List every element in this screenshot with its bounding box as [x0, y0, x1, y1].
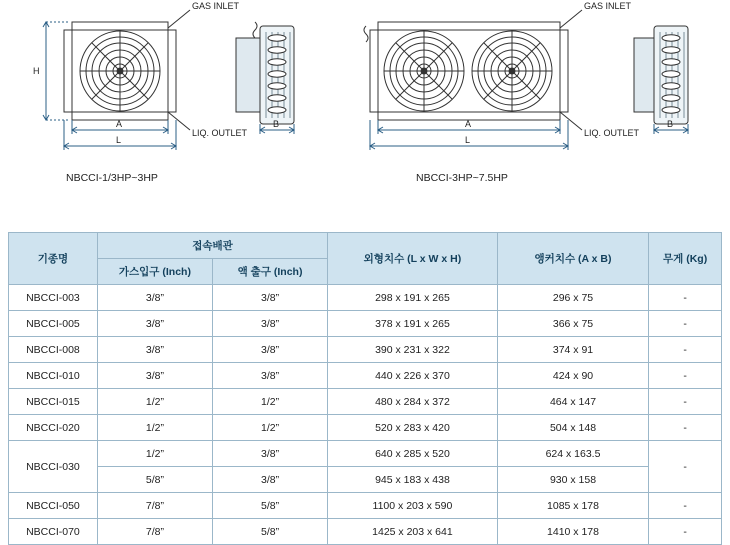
- label-l-right: L: [465, 135, 471, 145]
- table-row: [9, 363, 722, 389]
- cell-weight: -: [649, 493, 722, 519]
- cell-dim: 390 x 231 x 322: [328, 337, 498, 363]
- cell-anchor: 424 x 90: [497, 363, 648, 389]
- cell-gas: 5/8”: [97, 467, 212, 493]
- cell-model: NBCCI-050: [9, 493, 98, 519]
- label-gas-inlet-right: GAS INLET: [584, 1, 632, 11]
- label-l-left: L: [116, 135, 122, 145]
- cell-dim: 480 x 284 x 372: [328, 389, 498, 415]
- specification-table: [8, 232, 722, 545]
- label-b-left: B: [273, 119, 280, 129]
- cell-gas: 3/8”: [97, 285, 212, 311]
- cell-dim: 298 x 191 x 265: [328, 285, 498, 311]
- table-row: [9, 337, 722, 363]
- label-liq-outlet-right: LIQ. OUTLET: [584, 128, 640, 138]
- cell-liq: 1/2”: [212, 389, 327, 415]
- cell-liq: 3/8”: [212, 363, 327, 389]
- table-row: [9, 441, 722, 467]
- label-liq-outlet-left: LIQ. OUTLET: [192, 128, 248, 138]
- cell-dim: 378 x 191 x 265: [328, 311, 498, 337]
- cell-dim: 520 x 283 x 420: [328, 415, 498, 441]
- cell-gas: 1/2”: [97, 415, 212, 441]
- label-b-right: B: [667, 119, 674, 129]
- header-connection: 접속배관: [97, 233, 327, 259]
- cell-dim: 1425 x 203 x 641: [328, 519, 498, 545]
- header-row-1: [9, 233, 722, 259]
- cell-liq: 3/8”: [212, 467, 327, 493]
- cell-model: NBCCI-015: [9, 389, 98, 415]
- caption-right-unit: NBCCI-3HP~7.5HP: [416, 172, 508, 184]
- cell-liq: 3/8”: [212, 311, 327, 337]
- cell-dim: 440 x 226 x 370: [328, 363, 498, 389]
- cell-anchor: 464 x 147: [497, 389, 648, 415]
- cell-weight: -: [649, 389, 722, 415]
- cell-liq: 3/8”: [212, 441, 327, 467]
- cell-weight: -: [649, 337, 722, 363]
- cell-liq: 5/8”: [212, 519, 327, 545]
- table-row: [9, 285, 722, 311]
- cell-liq: 3/8”: [212, 337, 327, 363]
- cell-anchor: 366 x 75: [497, 311, 648, 337]
- table-row: [9, 519, 722, 545]
- cell-weight: -: [649, 311, 722, 337]
- cell-gas: 3/8”: [97, 311, 212, 337]
- table-row: [9, 311, 722, 337]
- cell-anchor: 1410 x 178: [497, 519, 648, 545]
- cell-gas: 7/8”: [97, 493, 212, 519]
- cell-gas: 3/8”: [97, 363, 212, 389]
- label-a-right: A: [465, 119, 472, 129]
- table-body: [9, 285, 722, 545]
- cell-anchor: 374 x 91: [497, 337, 648, 363]
- label-gas-inlet-left: GAS INLET: [192, 1, 240, 11]
- cell-gas: 1/2”: [97, 441, 212, 467]
- cell-weight: -: [649, 441, 722, 493]
- header-anchor: 앵커치수 (A x B): [497, 233, 648, 285]
- cell-dim: 1100 x 203 x 590: [328, 493, 498, 519]
- cell-gas: 1/2”: [97, 389, 212, 415]
- product-diagram: [0, 0, 730, 200]
- cell-weight: -: [649, 363, 722, 389]
- table-row: [9, 467, 722, 493]
- cell-model: NBCCI-030: [9, 441, 98, 493]
- cell-model: NBCCI-005: [9, 311, 98, 337]
- cell-gas: 3/8”: [97, 337, 212, 363]
- table-row: [9, 493, 722, 519]
- cell-anchor: 504 x 148: [497, 415, 648, 441]
- cell-liq: 1/2”: [212, 415, 327, 441]
- cell-weight: -: [649, 415, 722, 441]
- cell-model: NBCCI-020: [9, 415, 98, 441]
- caption-left-unit: NBCCI-1/3HP~3HP: [66, 172, 158, 184]
- label-h-left: H: [33, 66, 40, 76]
- header-liquid-outlet: 액 출구 (Inch): [212, 259, 327, 285]
- header-gas-inlet: 가스입구 (Inch): [97, 259, 212, 285]
- cell-liq: 3/8”: [212, 285, 327, 311]
- cell-anchor: 296 x 75: [497, 285, 648, 311]
- header-dimensions: 외형치수 (L x W x H): [328, 233, 498, 285]
- cell-model: NBCCI-003: [9, 285, 98, 311]
- table-row: [9, 415, 722, 441]
- cell-anchor: 1085 x 178: [497, 493, 648, 519]
- cell-weight: -: [649, 285, 722, 311]
- cell-model: NBCCI-008: [9, 337, 98, 363]
- cell-dim: 640 x 285 x 520: [328, 441, 498, 467]
- label-a-left: A: [116, 119, 123, 129]
- cell-anchor: 624 x 163.5: [497, 441, 648, 467]
- cell-dim: 945 x 183 x 438: [328, 467, 498, 493]
- header-weight: 무게 (Kg): [649, 233, 722, 285]
- cell-anchor: 930 x 158: [497, 467, 648, 493]
- cell-model: NBCCI-070: [9, 519, 98, 545]
- header-model: 기종명: [9, 233, 98, 285]
- cell-gas: 7/8”: [97, 519, 212, 545]
- cell-weight: -: [649, 519, 722, 545]
- table-row: [9, 389, 722, 415]
- cell-model: NBCCI-010: [9, 363, 98, 389]
- table-header: [9, 233, 722, 285]
- diagram-drawing: [0, 0, 730, 200]
- cell-liq: 5/8”: [212, 493, 327, 519]
